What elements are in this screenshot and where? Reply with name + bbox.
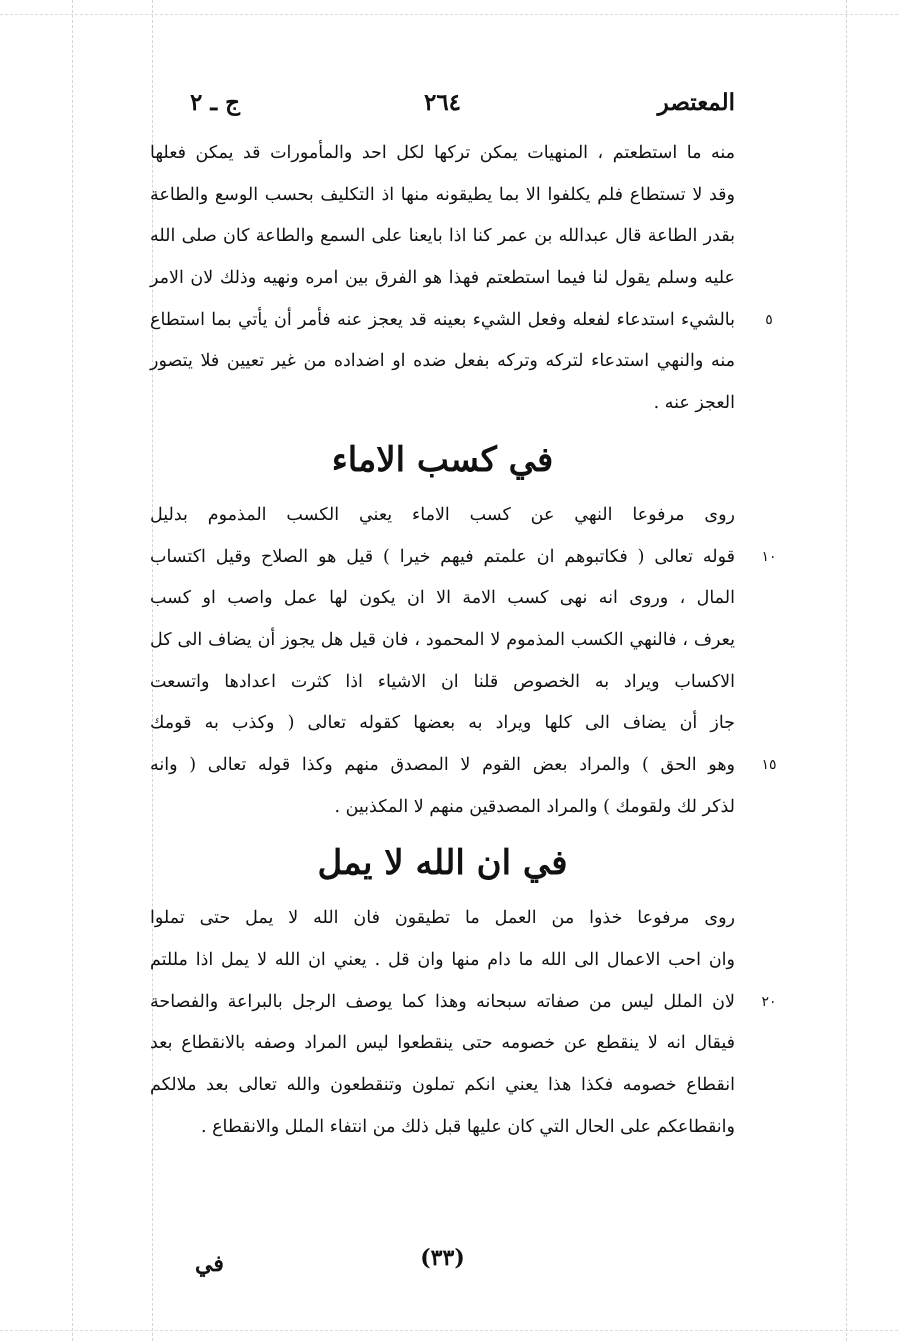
text-line xyxy=(150,258,735,300)
section-heading: في كسب الاماء xyxy=(331,439,554,480)
text-line xyxy=(150,383,735,425)
line-number: ٢٠ xyxy=(761,993,777,1010)
line-text: بالشيء استدعاء لفعله وفعل الشيء بعينه قد يعجز عنه فأمر أن يأتي بما استطاع xyxy=(150,309,735,330)
text-line xyxy=(150,940,735,982)
text-line xyxy=(150,175,735,217)
section-heading: في ان الله لا يمل xyxy=(317,843,568,884)
text-line xyxy=(150,578,735,620)
line-text: لان الملل ليس من صفاته سبحانه وهذا كما يوصف الرجل بالبراعة والفصاحة xyxy=(150,991,735,1012)
guide-line xyxy=(846,0,847,1341)
line-text: وان احب الاعمال الى الله ما دام منها وان قل . يعني ان الله لا يمل اذا مللتم xyxy=(150,950,735,970)
line-text: منه والنهي استدعاء لتركه وتركه بفعل ضده او اضداده من غير تعيين فلا يتصور xyxy=(150,351,735,372)
guide-line xyxy=(0,14,898,15)
text-line xyxy=(150,537,777,579)
page-number: ٢٦٤ xyxy=(423,89,462,116)
line-text: عليه وسلم يقول لنا فيما استطعتم فهذا هو الفرق بين امره ونهيه وذلك لان الامر xyxy=(150,268,735,289)
text-line xyxy=(150,216,735,258)
text-line xyxy=(150,1107,735,1149)
text-line xyxy=(150,620,735,662)
page-footer xyxy=(150,1245,735,1285)
line-text: روى مرفوعا النهي عن كسب الاماء يعني الكسب المذموم بدليل xyxy=(150,504,735,525)
line-text: لذكر لك ولقومك ) والمراد المصدقين منهم لا المكذبين . xyxy=(334,796,735,817)
page-header xyxy=(150,85,735,133)
text-line xyxy=(150,1023,735,1065)
guide-line xyxy=(0,1330,898,1331)
text-line xyxy=(150,787,735,829)
line-number: ٥ xyxy=(765,311,773,328)
line-text: وقد لا تستطاع فلم يكلفوا الا بما يطيقونه منها اذ التكليف بحسب الوسع والطاعة xyxy=(150,184,735,205)
line-number: ١٠ xyxy=(761,548,777,565)
text-body xyxy=(150,133,777,1148)
line-text: روى مرفوعا خذوا من العمل ما تطيقون فان الله لا يمل حتى تملوا xyxy=(150,908,735,929)
line-text: بقدر الطاعة قال عبدالله بن عمر كنا اذا بايعنا على السمع والطاعة كان صلى الله xyxy=(150,226,735,247)
text-line xyxy=(150,495,735,537)
line-text: وهو الحق ) والمراد بعض القوم لا المصدق منهم وكذا قوله تعالى ( وانه xyxy=(150,754,735,775)
line-text: العجز عنه . xyxy=(653,393,735,414)
text-line xyxy=(150,1065,735,1107)
line-number: ١٥ xyxy=(761,756,777,773)
volume-label: ج ـ ٢ xyxy=(190,89,240,116)
line-text: قوله تعالى ( فكاتبوهم ان علمتم فيهم خيرا ) قيل هو الصلاح وقيل اكتساب xyxy=(150,546,735,567)
page-body xyxy=(150,85,777,1148)
line-text: المال ، وروى انه نهى كسب الامة الا ان يكون لها عمل واصب او كسب xyxy=(150,588,735,609)
text-line xyxy=(150,133,735,175)
guide-line xyxy=(72,0,73,1341)
running-title: المعتصر xyxy=(657,89,735,116)
line-text: وانقطاعكم على الحال التي كان عليها قبل ذلك من انتفاء الملل والانقطاع . xyxy=(200,1116,735,1137)
text-line xyxy=(150,982,777,1024)
line-text: فيقال انه لا ينقطع عن خصومه حتى ينقطعوا ليس المراد وصفه بالانقطاع بعد xyxy=(150,1033,735,1054)
text-line xyxy=(150,703,735,745)
signature-number: (٣٣) xyxy=(420,1245,465,1271)
text-line xyxy=(150,898,735,940)
line-text: جاز أن يضاف الى كلها ويراد به بعضها كقوله تعالى ( وكذب به قومك xyxy=(150,713,735,734)
text-line xyxy=(150,300,773,342)
line-text: منه ما استطعتم ، المنهيات يمكن تركها لكل احد والمأمورات قد يمكن فعلها xyxy=(150,143,735,163)
text-line xyxy=(150,662,735,704)
line-text: الاكساب ويراد به الخصوص قلنا ان الاشياء اذا كثرت اعدادها واتسعت xyxy=(150,671,735,692)
line-text: انقطاع خصومه فكذا هذا يعني انكم تملون وتنقطعون والله تعالى بعد ملالكم xyxy=(150,1075,735,1096)
catchword: في xyxy=(195,1251,224,1277)
text-line xyxy=(150,745,777,787)
text-line xyxy=(150,341,735,383)
line-text: يعرف ، فالنهي الكسب المذموم لا المحمود ، فان قيل هل يجوز أن يضاف الى كل xyxy=(150,629,735,650)
